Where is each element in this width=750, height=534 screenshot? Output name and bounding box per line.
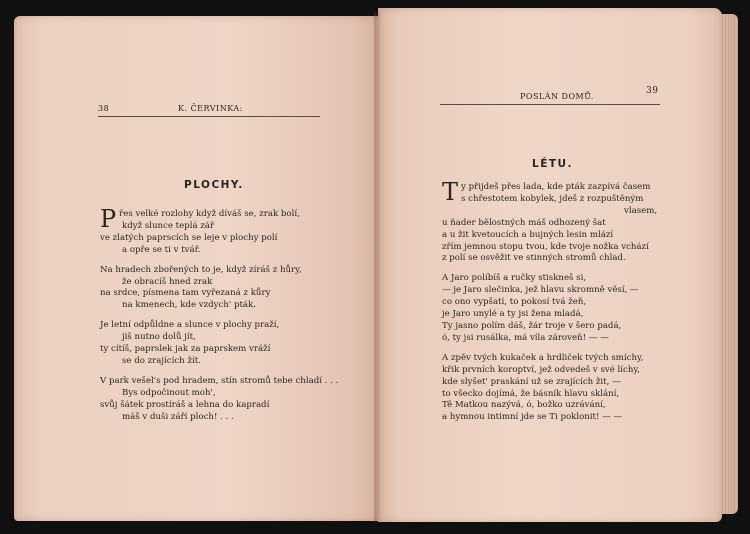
verse-line: — je Jaro slečinka, jež hlavu skromně věsí, — [442,285,639,296]
verse-line: a hymnou intimní jde se Ti poklonit! — — [442,412,623,423]
stanza [442,273,716,344]
right-poem [442,178,716,432]
verse-line: Bys odpočinout moh', [122,387,216,398]
verse-line: u ňader bělostných máš odhozený šat [442,217,606,228]
verse-line: Na hradech zbořených to je, když zíráš z hůry, [100,264,302,275]
page-edges [720,14,738,514]
stanza [100,320,370,368]
verse-line: co ono vypšatí, to pokosí tvá žeň, [442,297,587,308]
open-book [14,8,738,524]
left-header-rule [98,116,320,117]
book-gutter [374,12,384,522]
verse-line: je Jaro unylé a ty jsi žena mladá, [442,309,584,320]
right-page [378,8,722,522]
verse-line: se do zrajících žít. [122,355,201,366]
verse-line: Je letní odpůldne a slunce v plochy praží, [100,320,280,331]
verse-line: V park vešel's pod hradem, stín stromů tebe chladí . . . [100,375,339,386]
verse-line: Tě Matkou nazývá, ó, božko uzrávání, [442,400,606,411]
verse-line: ty cítíš, paprslek jak za paprskem vráží [100,344,271,355]
right-header-rule [440,104,660,105]
verse-line: že obracíš hned zrak [122,276,213,287]
verse-line: svůj šátek prostíráš a lehna do kapradí [100,399,270,410]
verse-line: vlasem, [624,205,658,216]
verse-line: křik prvních koroptví, jež odvedeš v své líchy, [442,364,640,375]
right-poem-title: LÉTU. [532,158,574,170]
verse-line: ve zlatých paprscích se leje v plochy polí [100,232,278,243]
verse-line: řes velké rozlohy když díváš se, zrak bolí, [119,209,300,219]
verse-line: A zpěv tvých kukaček a hrdliček tvých smíchy, [442,352,644,363]
left-poem-title: PLOCHY. [184,179,244,191]
stanza [442,353,716,424]
left-page-number: 38 [98,104,110,113]
left-page [14,16,380,521]
stanza [100,205,370,257]
verse-line: když slunce teplá zář [122,220,215,231]
drop-cap: T [442,178,459,206]
verse-line: máš v duši září ploch! . . . [122,411,234,422]
left-running-head: K. ČERVINKA: [178,104,243,113]
verse-line: ó, ty jsi rusálka, má víla zároveň! — — [442,332,609,343]
verse-line: na kmenech, kde vzdych' pták. [122,300,256,311]
verse-line: kde slyšet' praskání už se zrajících žit, — [442,376,621,387]
verse-line: na srdce, písmena tam vyřezaná z kůry [100,288,271,299]
verse-line: zřím jemnou stopu tvou, kde tvoje nožka vchází [442,241,649,252]
left-poem [100,205,370,432]
verse-line: a u žit kvetoucích a bujných lesin mlází [442,229,614,240]
verse-line: jiš nutno dolů jít, [122,332,196,343]
verse-line: y přijdeš přes lada, kde pták zazpívá časem [461,182,651,192]
right-running-head: POSLÁN DOMŮ. [520,92,594,101]
stanza [100,376,370,424]
right-page-number: 39 [646,86,659,96]
verse-line: a opře se ti v tvář. [122,244,201,255]
verse-line: s chřestotem kobylek, jdeš z rozpuštěným [461,193,644,204]
verse-line: z polí se osvěžit ve stinných stromů chlad. [442,253,626,264]
stanza [100,265,370,313]
stanza [442,178,716,265]
verse-line: A Jaro políbíš a ručky stiskneš si, [442,273,587,284]
verse-line: Ty jasno polím dáš, žár troje v šero padá, [442,320,622,331]
drop-cap: P [100,205,117,233]
verse-line: to všecko dojímá, že básník hlavu sklání, [442,388,620,399]
